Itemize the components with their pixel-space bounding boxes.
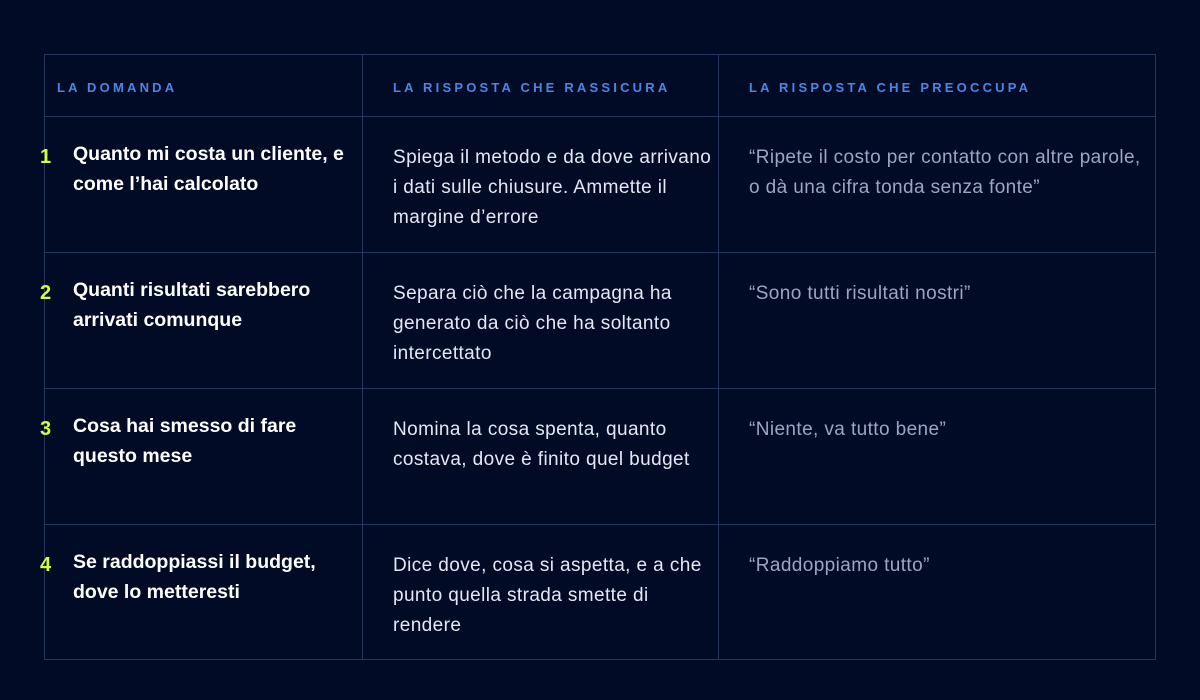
question-text: Cosa hai smesso di fare questo mese bbox=[73, 415, 297, 467]
question-cell bbox=[40, 253, 363, 388]
reassuring-cell bbox=[363, 389, 719, 524]
worrying-answer: “Niente, va tutto bene” bbox=[749, 419, 947, 440]
worrying-cell bbox=[719, 389, 1155, 524]
table-row bbox=[40, 117, 1155, 253]
worrying-answer: “Ripete il costo per contatto con altre parole, o dà una cifra tonda senza fonte” bbox=[749, 147, 1141, 198]
row-number: 4 bbox=[40, 554, 52, 576]
worrying-cell bbox=[719, 117, 1155, 252]
reassuring-cell bbox=[363, 525, 719, 660]
reassuring-answer: Spiega il metodo e da dove arrivano i dati sulle chiusure. Ammette il margine d’errore bbox=[393, 147, 712, 228]
header-reassuring: LA RISPOSTA CHE RASSICURA bbox=[393, 80, 671, 95]
row-number: 1 bbox=[40, 146, 52, 168]
table-header-row bbox=[45, 55, 1155, 117]
reassuring-cell bbox=[363, 117, 719, 252]
question-cell bbox=[40, 525, 363, 660]
worrying-cell bbox=[719, 525, 1155, 660]
question-text: Quanti risultati sarebbero arrivati comunque bbox=[73, 279, 311, 331]
header-worrying: LA RISPOSTA CHE PREOCCUPA bbox=[749, 80, 1032, 95]
table-row bbox=[40, 389, 1155, 525]
question-cell bbox=[40, 389, 363, 524]
reassuring-answer: Nomina la cosa spenta, quanto costava, dove è finito quel budget bbox=[393, 419, 690, 470]
header-cell-reassuring bbox=[363, 55, 719, 116]
question-cell bbox=[40, 117, 363, 252]
reassuring-answer: Separa ciò che la campagna ha generato da ciò che ha soltanto intercettato bbox=[393, 283, 672, 364]
questions-table bbox=[40, 54, 1156, 660]
question-text: Quanto mi costa un cliente, e come l’hai calcolato bbox=[73, 143, 344, 195]
worrying-answer: “Sono tutti risultati nostri” bbox=[749, 283, 971, 304]
header-cell-question bbox=[45, 55, 363, 116]
worrying-answer: “Raddoppiamo tutto” bbox=[749, 555, 930, 576]
row-number: 2 bbox=[40, 282, 52, 304]
reassuring-cell bbox=[363, 253, 719, 388]
header-cell-worrying bbox=[719, 55, 1155, 116]
table-row bbox=[40, 525, 1155, 660]
question-text: Se raddoppiassi il budget, dove lo metteresti bbox=[73, 551, 316, 603]
header-question: LA DOMANDA bbox=[57, 80, 178, 95]
row-number: 3 bbox=[40, 418, 52, 440]
table-row bbox=[40, 253, 1155, 389]
worrying-cell bbox=[719, 253, 1155, 388]
reassuring-answer: Dice dove, cosa si aspetta, e a che punto quella strada smette di rendere bbox=[393, 555, 702, 636]
